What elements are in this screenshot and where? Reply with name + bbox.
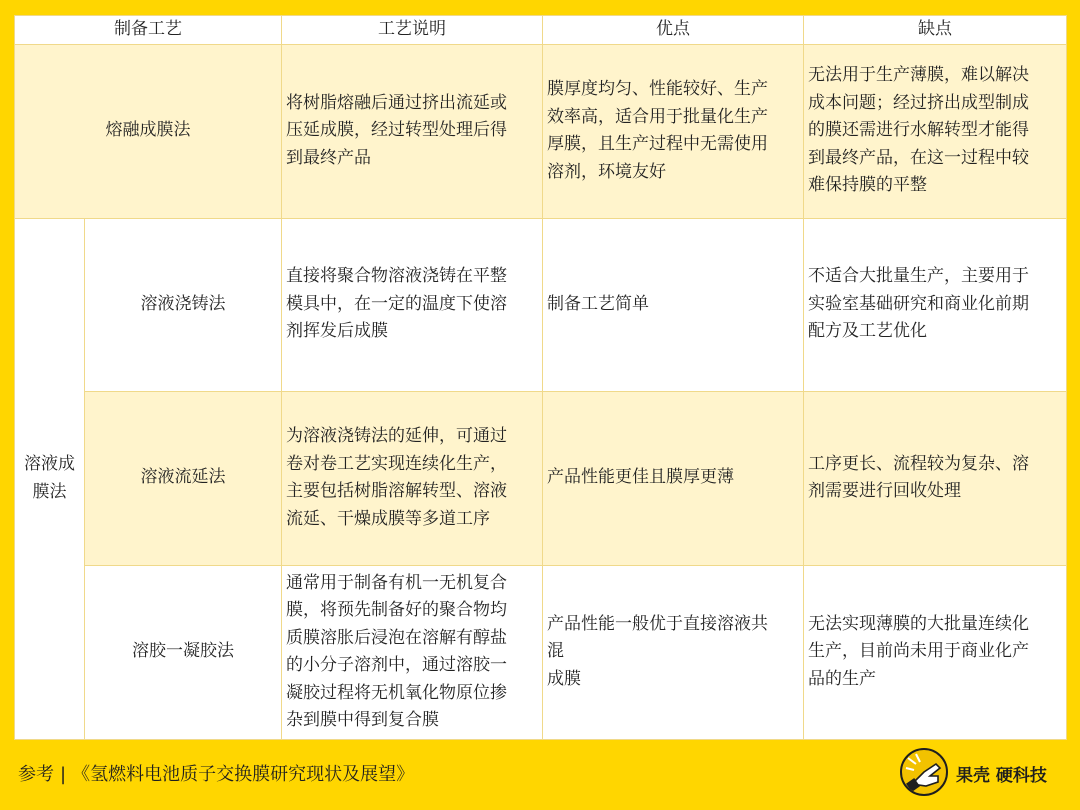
- process-description: 将树脂熔融后通过挤出流延或 压延成膜，经过转型处理后得 到最终产品: [282, 44, 543, 218]
- table-header-row: [15, 16, 1067, 45]
- header-pros: 优点: [543, 16, 804, 45]
- header-description: 工艺说明: [282, 16, 543, 45]
- process-name: 溶液流延法: [85, 391, 282, 565]
- table-row: [15, 391, 1067, 565]
- reference-title: 《氢燃料电池质子交换膜研究现状及展望》: [72, 764, 415, 785]
- process-pros: 产品性能更佳且膜厚更薄: [543, 391, 804, 565]
- brand-name: 果壳 硬科技: [956, 766, 1047, 786]
- group-name-solution: 溶液成 膜法: [15, 218, 85, 739]
- hand-icon: [900, 748, 948, 796]
- process-pros: 膜厚度均匀、性能较好、生产 效率高，适合用于批量化生产 厚膜，且生产过程中无需使用 溶剂，环境友好: [543, 44, 804, 218]
- table-row: [15, 218, 1067, 391]
- header-process: 制备工艺: [15, 16, 282, 45]
- brand-logo: [900, 748, 1070, 798]
- process-cons: 工序更长、流程较为复杂、溶 剂需要进行回收处理: [804, 391, 1067, 565]
- reference-label: 参考: [18, 764, 54, 785]
- reference-footer: [18, 760, 414, 786]
- process-pros: 制备工艺简单: [543, 218, 804, 391]
- process-description: 直接将聚合物溶液浇铸在平整 模具中，在一定的温度下使溶 剂挥发后成膜: [282, 218, 543, 391]
- process-description: 为溶液浇铸法的延伸，可通过 卷对卷工艺实现连续化生产， 主要包括树脂溶解转型、溶液 流延、干燥成膜等多道工序: [282, 391, 543, 565]
- process-cons: 不适合大批量生产，主要用于 实验室基础研究和商业化前期 配方及工艺优化: [804, 218, 1067, 391]
- process-cons: 无法实现薄膜的大批量连续化 生产，目前尚未用于商业化产 品的生产: [804, 565, 1067, 739]
- reference-separator: |: [60, 764, 67, 785]
- table-row: [15, 44, 1067, 218]
- process-name: 溶液浇铸法: [85, 218, 282, 391]
- process-name: 溶胶一凝胶法: [85, 565, 282, 739]
- table-row: [15, 565, 1067, 739]
- process-pros: 产品性能一般优于直接溶液共 混 成膜: [543, 565, 804, 739]
- process-description: 通常用于制备有机一无机复合 膜，将预先制备好的聚合物均 质膜溶胀后浸泡在溶解有醇盐 的小分子溶剂中，通过溶胶一 凝胶过程将无机氧化物原位掺 杂到膜中得到复合膜: [282, 565, 543, 739]
- process-name: 熔融成膜法: [15, 44, 282, 218]
- process-table: [14, 15, 1067, 740]
- process-cons: 无法用于生产薄膜，难以解决 成本问题；经过挤出成型制成 的膜还需进行水解转型才能得 到最终产品，在这一过程中较 难保持膜的平整: [804, 44, 1067, 218]
- header-cons: 缺点: [804, 16, 1067, 45]
